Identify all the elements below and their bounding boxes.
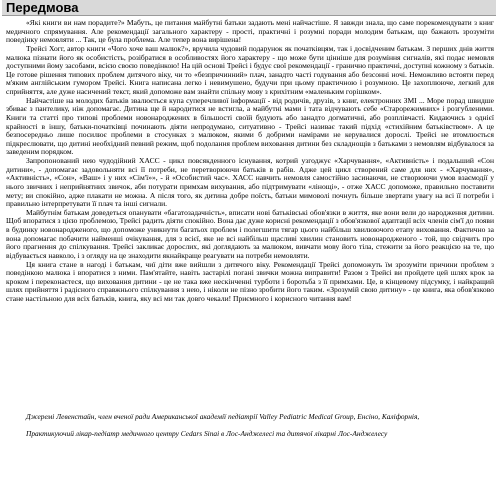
paragraph: Майбутнім батькам доведеться опанувати «багатозадачність», вписати нові батьківські обов'язки в життя, яке вони вели до народження дитини. Щоб впоратися з цією проблемою, Трейсі радить діяти спокійно. Вона дає дуже корисні рекомендації з обов'язкової адаптації всіх членів сім'ї до появи в будинку новонародженого, що допоможе уникнути багатьох проблем і полегшити тягар цього найбільш хвилюючого етапу виховання. Фактично за вона допомагає побачити найменші очікування, для з всієї, яке не всі найбільш щасливі хвилин становить новонародженого - той, що свідчить про його прагнення до спілкування. Трейсі закликає дорослих, які доглядають за малюком, вивчати мову його тіла, стежити за його реакцією на те, що відбувається навколо, і з огляду на це знаходити якнайкраще реагувати на потреби немовляти. <box>6 207 494 260</box>
signature-block <box>6 412 466 445</box>
paragraph: Найчастіше на молодих батьків звалюється купа суперечливої інформації - від родичів, друзів, з книг, електронних ЗМІ ... Море порад швидше збиває з пантелику, ніж допомагає. Дитина ще й народитися не встигла, а майбутні мами і тата відчувають себе «Старорежимних» і розгубленими. Книги та статті про типові проблеми новонароджених в більшості своїй будують або занадто догматичні, або розплівчасті. Кидаючись з однієї крайності в іншу, батьки-початківці починають діяти непродумано, ситуативно - Трейсі називає такий підхід «стихійним батьківством». А це безпосередньо лише посилює проблеми в стосунках з малюком, якими б добрими намірами не керувалися дорослі. Трейсі не втомлюється підкреслювати, що дитині необхідний певний режим, щоб подолання проблем виховання дитини без складнощів з батьками з немовлям відбувалося за заведеним порядком. <box>6 95 494 157</box>
preface-body <box>6 19 494 304</box>
page-title: Передмова <box>6 0 79 15</box>
signature-affiliation: Практикуючий лікар-педіатр медичного центру Cedars Sinai в Лос-Анджелесі та дитячої лікарні Лос-Анджелесу <box>26 428 388 438</box>
paragraph: Трейсі Хогг, автор книги «Чого хоче ваш малюк?», вручила чудовий подарунок як початківцям, так і досвідченим батькам. З перших днів життя малюка пізнати його як особистість, розібратися в особливостях його характеру - що може бути цінніше для розуміння сигналів, які подає немовля доступними йому засобами, всією своєю поведінкою! На цій основі Трейсі і будує свої рекомендації - гранично практичні, доступні кожному з батьків. Це готове рішення типових проблем дитячого віку, чи то «безпричинний» плач, занадто часті годування або безсонні ночі. Неможливо встояти перед м'яким англійським гумором Трейсі. Книга написана легко і невимушено, будучи при цьому практичною і розумною. Це захоплююче, легкий для сприйняття, але дуже насичений текст, який допоможе вам знайти спільну мову з крихітним «маленьким горішком». <box>6 43 494 96</box>
signature-author: Джеремі Левенстайн, член вченої ради Американської академії педіатрії Valley Pediatric Medical Group, Енсіно, Каліфорнія, <box>26 412 420 421</box>
paragraph: Ця книга стане в нагоді і батькам, чиї діти вже вийшли з дитячого віку. Рекомендації Трейсі допоможуть їм зрозуміти причини проблем з поведінкою малюка і впоратися з ними. Пам'ятайте, навіть застарілі погані звички можна виправити! Разом з Трейсі ви пройдете цей шлях крок за кроком і переконаєтеся, що виховання дитини - це не така вже нескінченні турботи і боротьба з її примхами. Це, в кінцевому підсумку, і найкращий шлях прийняття і радісного справжнього спілкування з нею, і ніколи не пізно зробити його таким. «Зрозумій свою дитину» - це книга, яка обов'язково стане настільною для всіх батьків, книга, яку всі ми так довго чекали! Приємного і корисного читання вам! <box>6 259 494 303</box>
paragraph: Запропонований нею чудодійний ХАСС - цикл повсякденного існування, котрий узгоджує «Харчування», «Активність» і подальший «Сон дитини», - допомагає задовольняти всі її потреби, не перетворюючи батьків в рабів. Адже цей цикл створений саме для них - «Харчування», «Активність», «Сон», «Ваш» і у них «Сім'ї»», - й «Особистий час». ХАСС навчить немовля самостійно засинаючи, не створюючи умов взаємодії у нього звичних і неприйнятних звичок, аби потурати примхам вихування, або підтримувати «лінощі», - отже ХАСС допоможе, правильно поставити мету; ви спокійно, адже плакати не можна. А після того, як дитина добре поїсть, батьки мимоволі почнуть більше звертати увагу на всі її потреби і правильно інтерпретувати її плач та інші сигнали. <box>6 156 494 209</box>
paragraph: «Які книги ви нам порадите?» Мабуть, це питання майбутні батьки задають мені найчастіше. Я завжди знала, що саме порекомендувати з книг медичного спрямування. Але рекомендації загального характеру - прості, практичні і розумні поради молодим батькам, що бажають зрозуміти поведінку немовляти ... Так, це була проблема. Але тепер вона вирішена! <box>6 18 494 45</box>
